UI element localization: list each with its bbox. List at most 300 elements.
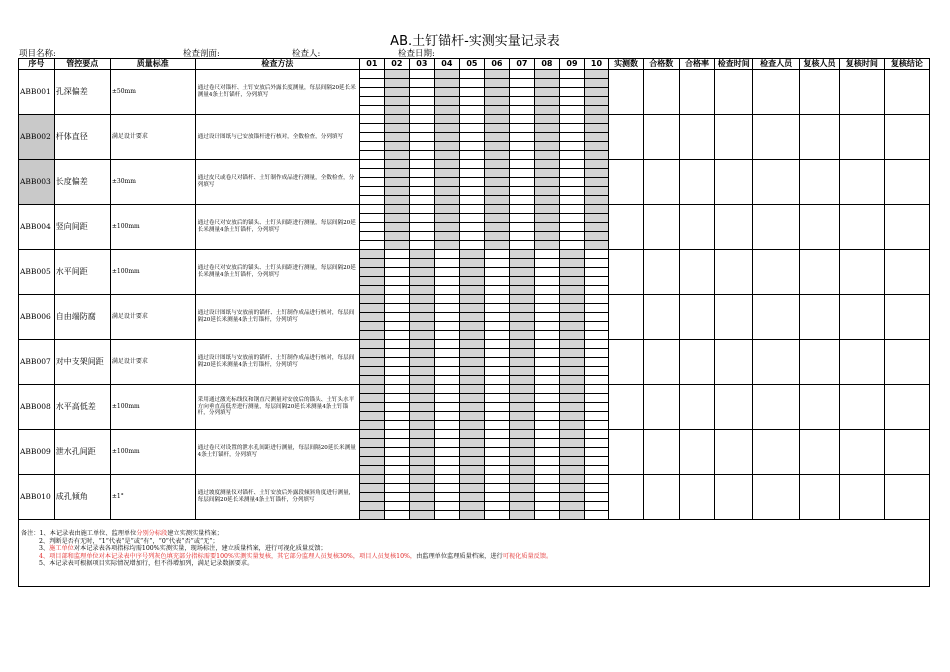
- measure-cell[interactable]: [534, 358, 560, 367]
- measure-cell[interactable]: [360, 403, 385, 412]
- measure-cell[interactable]: [410, 331, 435, 340]
- measure-cell[interactable]: [434, 412, 460, 421]
- measure-cell[interactable]: [510, 457, 535, 466]
- measure-cell[interactable]: [484, 88, 510, 97]
- measure-cell[interactable]: [560, 367, 585, 376]
- measure-cell[interactable]: [460, 70, 485, 79]
- measure-cell[interactable]: [484, 196, 510, 205]
- summary-cell[interactable]: [715, 340, 753, 385]
- measure-cell[interactable]: [460, 430, 485, 439]
- measure-cell[interactable]: [534, 88, 560, 97]
- measure-cell[interactable]: [584, 79, 609, 88]
- measure-cell[interactable]: [510, 277, 535, 286]
- measure-cell[interactable]: [360, 223, 385, 232]
- summary-cell[interactable]: [753, 340, 800, 385]
- summary-cell[interactable]: [839, 205, 884, 250]
- measure-cell[interactable]: [360, 151, 385, 160]
- measure-cell[interactable]: [584, 133, 609, 142]
- measure-cell[interactable]: [434, 358, 460, 367]
- measure-cell[interactable]: [434, 430, 460, 439]
- measure-cell[interactable]: [510, 385, 535, 394]
- measure-cell[interactable]: [560, 187, 585, 196]
- measure-cell[interactable]: [560, 295, 585, 304]
- measure-cell[interactable]: [410, 457, 435, 466]
- measure-cell[interactable]: [560, 421, 585, 430]
- measure-cell[interactable]: [360, 493, 385, 502]
- measure-cell[interactable]: [434, 241, 460, 250]
- measure-cell[interactable]: [484, 313, 510, 322]
- measure-cell[interactable]: [384, 313, 410, 322]
- measure-cell[interactable]: [584, 367, 609, 376]
- measure-cell[interactable]: [584, 349, 609, 358]
- measure-cell[interactable]: [384, 70, 410, 79]
- summary-cell[interactable]: [884, 70, 929, 115]
- measure-cell[interactable]: [410, 106, 435, 115]
- measure-cell[interactable]: [384, 349, 410, 358]
- measure-cell[interactable]: [510, 493, 535, 502]
- summary-cell[interactable]: [884, 430, 929, 475]
- measure-cell[interactable]: [584, 70, 609, 79]
- measure-cell[interactable]: [434, 88, 460, 97]
- measure-cell[interactable]: [510, 169, 535, 178]
- measure-cell[interactable]: [510, 241, 535, 250]
- measure-cell[interactable]: [410, 286, 435, 295]
- measure-cell[interactable]: [534, 106, 560, 115]
- measure-cell[interactable]: [560, 358, 585, 367]
- measure-cell[interactable]: [534, 97, 560, 106]
- measure-cell[interactable]: [460, 250, 485, 259]
- measure-cell[interactable]: [384, 142, 410, 151]
- summary-cell[interactable]: [800, 430, 840, 475]
- measure-cell[interactable]: [484, 169, 510, 178]
- summary-cell[interactable]: [715, 430, 753, 475]
- measure-cell[interactable]: [510, 367, 535, 376]
- measure-cell[interactable]: [560, 268, 585, 277]
- measure-cell[interactable]: [410, 160, 435, 169]
- measure-cell[interactable]: [434, 169, 460, 178]
- measure-cell[interactable]: [434, 268, 460, 277]
- measure-cell[interactable]: [534, 223, 560, 232]
- measure-cell[interactable]: [584, 430, 609, 439]
- measure-cell[interactable]: [410, 196, 435, 205]
- measure-cell[interactable]: [434, 466, 460, 475]
- measure-cell[interactable]: [384, 295, 410, 304]
- measure-cell[interactable]: [360, 241, 385, 250]
- measure-cell[interactable]: [510, 142, 535, 151]
- measure-cell[interactable]: [584, 421, 609, 430]
- measure-cell[interactable]: [460, 241, 485, 250]
- measure-cell[interactable]: [584, 475, 609, 484]
- measure-cell[interactable]: [560, 133, 585, 142]
- measure-cell[interactable]: [460, 349, 485, 358]
- measure-cell[interactable]: [434, 115, 460, 124]
- measure-cell[interactable]: [534, 304, 560, 313]
- measure-cell[interactable]: [484, 277, 510, 286]
- measure-cell[interactable]: [410, 358, 435, 367]
- measure-cell[interactable]: [360, 124, 385, 133]
- measure-cell[interactable]: [534, 232, 560, 241]
- measure-cell[interactable]: [410, 448, 435, 457]
- measure-cell[interactable]: [510, 340, 535, 349]
- measure-cell[interactable]: [360, 421, 385, 430]
- measure-cell[interactable]: [460, 115, 485, 124]
- measure-cell[interactable]: [484, 394, 510, 403]
- measure-cell[interactable]: [584, 142, 609, 151]
- measure-cell[interactable]: [584, 187, 609, 196]
- measure-cell[interactable]: [460, 511, 485, 520]
- measure-cell[interactable]: [534, 79, 560, 88]
- measure-cell[interactable]: [410, 421, 435, 430]
- measure-cell[interactable]: [460, 376, 485, 385]
- measure-cell[interactable]: [434, 457, 460, 466]
- summary-cell[interactable]: [679, 160, 715, 205]
- summary-cell[interactable]: [643, 340, 679, 385]
- measure-cell[interactable]: [360, 358, 385, 367]
- measure-cell[interactable]: [534, 403, 560, 412]
- measure-cell[interactable]: [460, 232, 485, 241]
- measure-cell[interactable]: [534, 259, 560, 268]
- measure-cell[interactable]: [360, 214, 385, 223]
- measure-cell[interactable]: [534, 484, 560, 493]
- measure-cell[interactable]: [460, 160, 485, 169]
- measure-cell[interactable]: [384, 331, 410, 340]
- measure-cell[interactable]: [534, 151, 560, 160]
- measure-cell[interactable]: [560, 97, 585, 106]
- measure-cell[interactable]: [434, 421, 460, 430]
- measure-cell[interactable]: [584, 259, 609, 268]
- measure-cell[interactable]: [584, 376, 609, 385]
- measure-cell[interactable]: [384, 214, 410, 223]
- measure-cell[interactable]: [560, 331, 585, 340]
- summary-cell[interactable]: [884, 250, 929, 295]
- summary-cell[interactable]: [800, 160, 840, 205]
- measure-cell[interactable]: [484, 259, 510, 268]
- summary-cell[interactable]: [839, 295, 884, 340]
- measure-cell[interactable]: [534, 475, 560, 484]
- measure-cell[interactable]: [410, 115, 435, 124]
- measure-cell[interactable]: [510, 196, 535, 205]
- measure-cell[interactable]: [510, 475, 535, 484]
- measure-cell[interactable]: [460, 286, 485, 295]
- measure-cell[interactable]: [434, 295, 460, 304]
- measure-cell[interactable]: [434, 403, 460, 412]
- measure-cell[interactable]: [410, 484, 435, 493]
- measure-cell[interactable]: [434, 259, 460, 268]
- measure-cell[interactable]: [360, 178, 385, 187]
- measure-cell[interactable]: [360, 97, 385, 106]
- measure-cell[interactable]: [534, 313, 560, 322]
- measure-cell[interactable]: [534, 277, 560, 286]
- summary-cell[interactable]: [643, 115, 679, 160]
- measure-cell[interactable]: [360, 430, 385, 439]
- summary-cell[interactable]: [839, 340, 884, 385]
- measure-cell[interactable]: [384, 286, 410, 295]
- measure-cell[interactable]: [510, 439, 535, 448]
- measure-cell[interactable]: [410, 313, 435, 322]
- measure-cell[interactable]: [384, 394, 410, 403]
- measure-cell[interactable]: [460, 178, 485, 187]
- measure-cell[interactable]: [484, 331, 510, 340]
- measure-cell[interactable]: [510, 331, 535, 340]
- measure-cell[interactable]: [584, 268, 609, 277]
- measure-cell[interactable]: [534, 385, 560, 394]
- measure-cell[interactable]: [460, 268, 485, 277]
- measure-cell[interactable]: [560, 223, 585, 232]
- measure-cell[interactable]: [410, 151, 435, 160]
- measure-cell[interactable]: [460, 223, 485, 232]
- measure-cell[interactable]: [510, 484, 535, 493]
- summary-cell[interactable]: [643, 475, 679, 520]
- measure-cell[interactable]: [484, 511, 510, 520]
- measure-cell[interactable]: [460, 124, 485, 133]
- measure-cell[interactable]: [434, 151, 460, 160]
- measure-cell[interactable]: [384, 196, 410, 205]
- measure-cell[interactable]: [384, 232, 410, 241]
- measure-cell[interactable]: [534, 115, 560, 124]
- measure-cell[interactable]: [360, 304, 385, 313]
- measure-cell[interactable]: [434, 385, 460, 394]
- summary-cell[interactable]: [753, 475, 800, 520]
- measure-cell[interactable]: [360, 448, 385, 457]
- measure-cell[interactable]: [384, 88, 410, 97]
- measure-cell[interactable]: [434, 511, 460, 520]
- measure-cell[interactable]: [484, 187, 510, 196]
- summary-cell[interactable]: [753, 295, 800, 340]
- summary-cell[interactable]: [753, 205, 800, 250]
- measure-cell[interactable]: [460, 187, 485, 196]
- summary-cell[interactable]: [643, 70, 679, 115]
- measure-cell[interactable]: [460, 502, 485, 511]
- measure-cell[interactable]: [584, 358, 609, 367]
- measure-cell[interactable]: [484, 439, 510, 448]
- measure-cell[interactable]: [484, 70, 510, 79]
- measure-cell[interactable]: [360, 331, 385, 340]
- measure-cell[interactable]: [434, 367, 460, 376]
- summary-cell[interactable]: [753, 385, 800, 430]
- measure-cell[interactable]: [384, 259, 410, 268]
- measure-cell[interactable]: [410, 250, 435, 259]
- measure-cell[interactable]: [384, 79, 410, 88]
- measure-cell[interactable]: [534, 322, 560, 331]
- measure-cell[interactable]: [434, 277, 460, 286]
- measure-cell[interactable]: [560, 259, 585, 268]
- measure-cell[interactable]: [410, 223, 435, 232]
- measure-cell[interactable]: [360, 250, 385, 259]
- measure-cell[interactable]: [360, 502, 385, 511]
- measure-cell[interactable]: [534, 160, 560, 169]
- measure-cell[interactable]: [534, 367, 560, 376]
- measure-cell[interactable]: [360, 106, 385, 115]
- measure-cell[interactable]: [484, 322, 510, 331]
- measure-cell[interactable]: [510, 304, 535, 313]
- measure-cell[interactable]: [460, 367, 485, 376]
- measure-cell[interactable]: [360, 160, 385, 169]
- measure-cell[interactable]: [510, 349, 535, 358]
- measure-cell[interactable]: [584, 205, 609, 214]
- measure-cell[interactable]: [560, 340, 585, 349]
- measure-cell[interactable]: [384, 385, 410, 394]
- summary-cell[interactable]: [753, 250, 800, 295]
- measure-cell[interactable]: [560, 466, 585, 475]
- measure-cell[interactable]: [510, 250, 535, 259]
- measure-cell[interactable]: [384, 277, 410, 286]
- summary-cell[interactable]: [884, 205, 929, 250]
- measure-cell[interactable]: [534, 412, 560, 421]
- measure-cell[interactable]: [460, 196, 485, 205]
- measure-cell[interactable]: [360, 295, 385, 304]
- measure-cell[interactable]: [510, 394, 535, 403]
- summary-cell[interactable]: [679, 385, 715, 430]
- summary-cell[interactable]: [884, 340, 929, 385]
- measure-cell[interactable]: [584, 115, 609, 124]
- summary-cell[interactable]: [839, 70, 884, 115]
- summary-cell[interactable]: [884, 160, 929, 205]
- measure-cell[interactable]: [460, 304, 485, 313]
- measure-cell[interactable]: [560, 448, 585, 457]
- measure-cell[interactable]: [560, 196, 585, 205]
- measure-cell[interactable]: [534, 493, 560, 502]
- measure-cell[interactable]: [384, 412, 410, 421]
- measure-cell[interactable]: [360, 511, 385, 520]
- measure-cell[interactable]: [410, 376, 435, 385]
- measure-cell[interactable]: [534, 394, 560, 403]
- measure-cell[interactable]: [534, 511, 560, 520]
- measure-cell[interactable]: [484, 142, 510, 151]
- measure-cell[interactable]: [534, 169, 560, 178]
- measure-cell[interactable]: [384, 475, 410, 484]
- measure-cell[interactable]: [384, 421, 410, 430]
- measure-cell[interactable]: [510, 178, 535, 187]
- summary-cell[interactable]: [609, 385, 644, 430]
- measure-cell[interactable]: [560, 313, 585, 322]
- measure-cell[interactable]: [410, 412, 435, 421]
- measure-cell[interactable]: [534, 466, 560, 475]
- summary-cell[interactable]: [753, 115, 800, 160]
- summary-cell[interactable]: [800, 115, 840, 160]
- summary-cell[interactable]: [753, 70, 800, 115]
- measure-cell[interactable]: [560, 286, 585, 295]
- measure-cell[interactable]: [584, 511, 609, 520]
- measure-cell[interactable]: [360, 367, 385, 376]
- measure-cell[interactable]: [510, 376, 535, 385]
- measure-cell[interactable]: [460, 106, 485, 115]
- measure-cell[interactable]: [460, 97, 485, 106]
- measure-cell[interactable]: [484, 268, 510, 277]
- measure-cell[interactable]: [560, 115, 585, 124]
- measure-cell[interactable]: [584, 502, 609, 511]
- measure-cell[interactable]: [384, 304, 410, 313]
- measure-cell[interactable]: [584, 151, 609, 160]
- measure-cell[interactable]: [584, 97, 609, 106]
- measure-cell[interactable]: [560, 151, 585, 160]
- measure-cell[interactable]: [460, 394, 485, 403]
- measure-cell[interactable]: [410, 367, 435, 376]
- measure-cell[interactable]: [510, 232, 535, 241]
- summary-cell[interactable]: [679, 250, 715, 295]
- summary-cell[interactable]: [715, 295, 753, 340]
- measure-cell[interactable]: [360, 79, 385, 88]
- measure-cell[interactable]: [484, 475, 510, 484]
- measure-cell[interactable]: [434, 304, 460, 313]
- measure-cell[interactable]: [384, 403, 410, 412]
- measure-cell[interactable]: [534, 331, 560, 340]
- measure-cell[interactable]: [434, 340, 460, 349]
- measure-cell[interactable]: [534, 214, 560, 223]
- measure-cell[interactable]: [434, 97, 460, 106]
- measure-cell[interactable]: [460, 133, 485, 142]
- measure-cell[interactable]: [360, 169, 385, 178]
- measure-cell[interactable]: [484, 457, 510, 466]
- measure-cell[interactable]: [384, 241, 410, 250]
- measure-cell[interactable]: [484, 79, 510, 88]
- measure-cell[interactable]: [584, 304, 609, 313]
- measure-cell[interactable]: [410, 493, 435, 502]
- measure-cell[interactable]: [584, 484, 609, 493]
- measure-cell[interactable]: [410, 259, 435, 268]
- measure-cell[interactable]: [360, 385, 385, 394]
- measure-cell[interactable]: [484, 412, 510, 421]
- measure-cell[interactable]: [484, 484, 510, 493]
- measure-cell[interactable]: [560, 349, 585, 358]
- measure-cell[interactable]: [384, 493, 410, 502]
- measure-cell[interactable]: [510, 79, 535, 88]
- summary-cell[interactable]: [839, 430, 884, 475]
- measure-cell[interactable]: [560, 70, 585, 79]
- measure-cell[interactable]: [360, 232, 385, 241]
- measure-cell[interactable]: [410, 97, 435, 106]
- measure-cell[interactable]: [534, 439, 560, 448]
- measure-cell[interactable]: [410, 142, 435, 151]
- summary-cell[interactable]: [679, 430, 715, 475]
- measure-cell[interactable]: [584, 106, 609, 115]
- measure-cell[interactable]: [534, 70, 560, 79]
- measure-cell[interactable]: [384, 106, 410, 115]
- measure-cell[interactable]: [410, 295, 435, 304]
- measure-cell[interactable]: [534, 133, 560, 142]
- measure-cell[interactable]: [434, 160, 460, 169]
- measure-cell[interactable]: [560, 385, 585, 394]
- measure-cell[interactable]: [560, 403, 585, 412]
- measure-cell[interactable]: [460, 457, 485, 466]
- measure-cell[interactable]: [434, 214, 460, 223]
- measure-cell[interactable]: [560, 88, 585, 97]
- measure-cell[interactable]: [510, 268, 535, 277]
- measure-cell[interactable]: [360, 322, 385, 331]
- measure-cell[interactable]: [410, 205, 435, 214]
- measure-cell[interactable]: [460, 421, 485, 430]
- measure-cell[interactable]: [560, 430, 585, 439]
- measure-cell[interactable]: [410, 466, 435, 475]
- measure-cell[interactable]: [384, 367, 410, 376]
- measure-cell[interactable]: [384, 250, 410, 259]
- measure-cell[interactable]: [434, 286, 460, 295]
- measure-cell[interactable]: [460, 385, 485, 394]
- summary-cell[interactable]: [643, 160, 679, 205]
- summary-cell[interactable]: [643, 385, 679, 430]
- measure-cell[interactable]: [560, 124, 585, 133]
- measure-cell[interactable]: [584, 340, 609, 349]
- measure-cell[interactable]: [484, 349, 510, 358]
- summary-cell[interactable]: [609, 205, 644, 250]
- measure-cell[interactable]: [560, 277, 585, 286]
- measure-cell[interactable]: [384, 466, 410, 475]
- measure-cell[interactable]: [484, 448, 510, 457]
- measure-cell[interactable]: [584, 223, 609, 232]
- measure-cell[interactable]: [410, 232, 435, 241]
- measure-cell[interactable]: [384, 115, 410, 124]
- summary-cell[interactable]: [753, 160, 800, 205]
- measure-cell[interactable]: [384, 169, 410, 178]
